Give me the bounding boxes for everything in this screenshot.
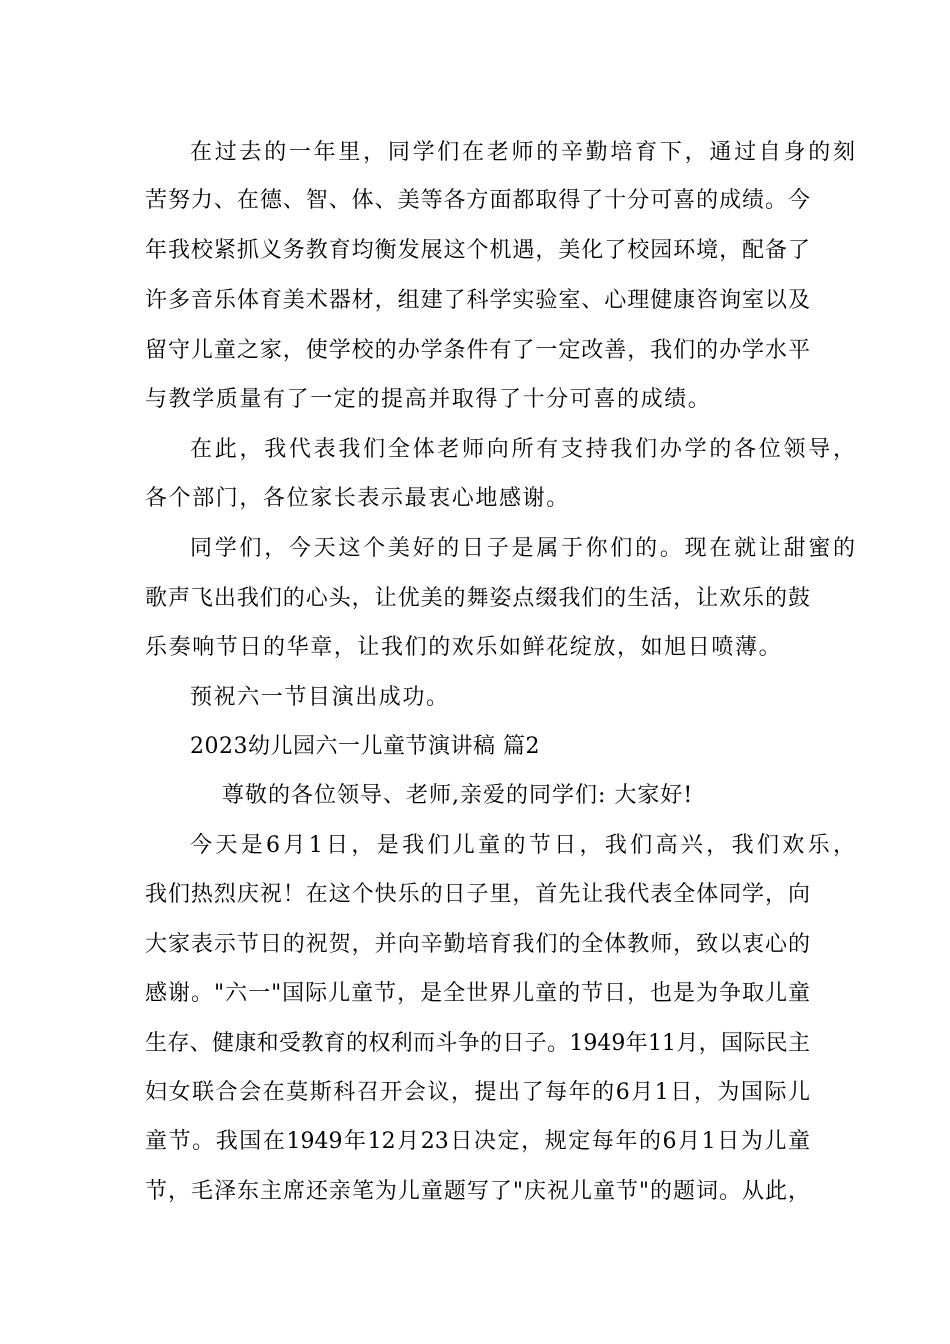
text-line: 今天是6月1日，是我们儿童的节日，我们高兴，我们欢乐， [190, 833, 855, 858]
text-line: 苦努力、在德、智、体、美等各方面都取得了十分可喜的成绩。今 [145, 188, 810, 213]
text-line: 大家表示节日的祝贺，并向辛勤培育我们的全体教师，致以衷心的 [145, 932, 810, 957]
text-line: 预祝六一节目演出成功。 [190, 685, 450, 710]
text-line: 节，毛泽东主席还亲笔为儿童题写了"庆祝儿童节"的题词。从此， [145, 1179, 810, 1204]
text-line: 感谢。"六一"国际儿童节，是全世界儿童的节日，也是为争取儿童 [145, 981, 810, 1006]
text-line: 留守儿童之家，使学校的办学条件有了一定改善，我们的办学水平 [145, 338, 810, 363]
text-line: 各个部门，各位家长表示最衷心地感谢。 [145, 486, 570, 511]
text-line: 许多音乐体育美术器材，组建了科学实验室、心理健康咨询室以及 [145, 288, 810, 313]
text-line: 与教学质量有了一定的提高并取得了十分可喜的成绩。 [145, 387, 712, 412]
salutation-line: 尊敬的各位领导、老师,亲爱的同学们: 大家好! [222, 783, 694, 808]
text-line: 歌声飞出我们的心头，让优美的舞姿点缀我们的生活，让欢乐的鼓 [145, 586, 810, 611]
text-line: 乐奏响节日的华章，让我们的欢乐如鲜花绽放，如旭日喷薄。 [145, 635, 783, 660]
text-line: 在此，我代表我们全体老师向所有支持我们办学的各位领导， [190, 437, 855, 462]
text-line: 同学们，今天这个美好的日子是属于你们的。现在就让甜蜜的 [190, 536, 855, 561]
text-line: 妇女联合会在莫斯科召开会议，提出了每年的6月1日，为国际儿 [145, 1080, 810, 1105]
text-line: 我们热烈庆祝！在这个快乐的日子里，首先让我代表全体同学，向 [145, 882, 810, 907]
text-line: 生存、健康和受教育的权利而斗争的日子。1949年11月，国际民主 [145, 1031, 811, 1056]
section-heading: 2023幼儿园六一儿童节演讲稿 篇2 [190, 734, 540, 759]
text-line: 在过去的一年里，同学们在老师的辛勤培育下，通过自身的刻 [190, 140, 855, 165]
text-line: 年我校紧抓义务教育均衡发展这个机遇，美化了校园环境，配备了 [145, 238, 810, 263]
text-line: 童节。我国在1949年12月23日决定，规定每年的6月1日为儿童 [145, 1129, 810, 1154]
